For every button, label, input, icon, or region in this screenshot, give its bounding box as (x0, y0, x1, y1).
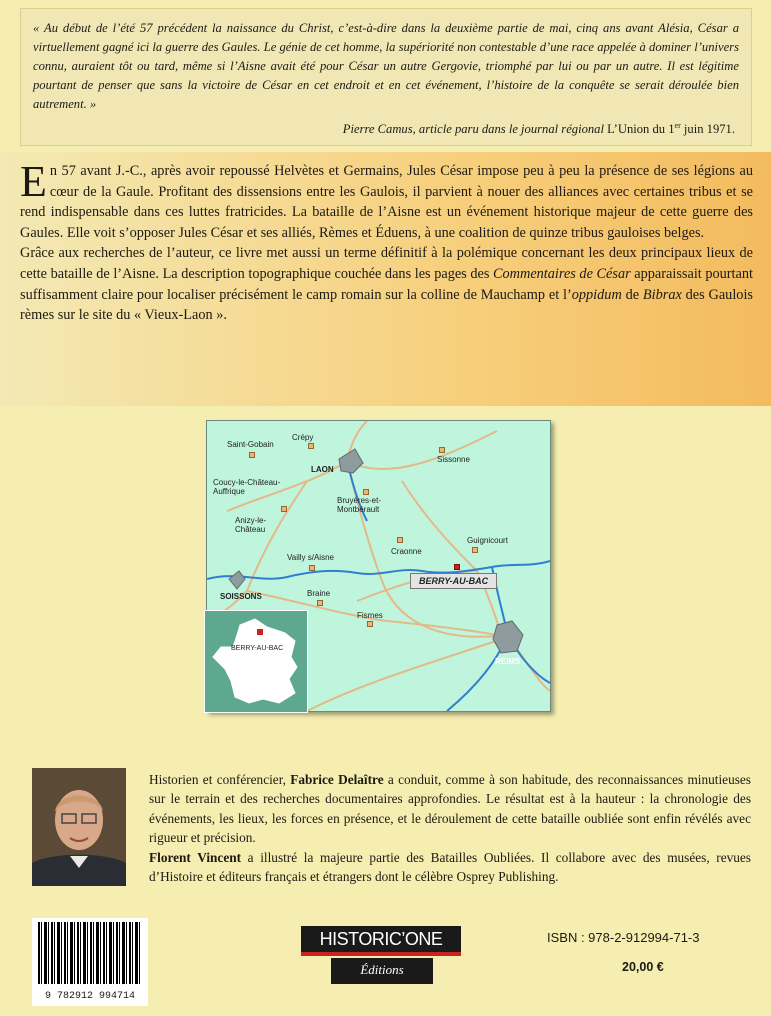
publisher-name: HISTORIC’ONE (301, 926, 461, 956)
isbn: ISBN : 978-2-912994-71-3 (547, 930, 700, 945)
place-crepy: Crépy (292, 433, 314, 442)
town-marker (397, 537, 403, 543)
town-marker (308, 443, 314, 449)
place-coucy: Coucy-le-Château-Auffrique (213, 478, 281, 496)
barcode-bars (38, 922, 142, 984)
journal-name: L’Union du 1 (607, 122, 675, 136)
place-bruyeres: Bruyères-et-Montbérault (337, 496, 382, 514)
intro-paragraph-1: En 57 avant J.-C., après avoir repoussé Helvètes et Germains, Jules César impose peu à peu la présence de ses légions au cœur de la Gaule. Profitant des dissensions entre les Gaulois, il parvient à nouer des alliances avec certaines tribus et se rend indispensable dans ces luttes fratricides. La bataille de l’Aisne est un événement historique majeur de cette guerre des Gaules. Elle voit s’opposer Jules César et ses alliés, Rèmes et Éduens, à une coalition de quinze tribus gauloises belges. (20, 157, 753, 241)
town-marker (249, 452, 255, 458)
author-photo (32, 768, 126, 886)
france-outline (205, 611, 307, 712)
intro-paragraph-2: Grâce aux recherches de l’auteur, ce livre met aussi un terme définitif à la polémique concernant les deux principaux lieux de cette bataille de l’Aisne. La description topographique couchée dans les pages des Commentaires de César apparaissait pourtant suffisamment claire pour localiser précisément le camp romain sur la colline de Mauchamp et l’oppidum de Bibrax des Gaulois rèmes sur le site du « Vieux-Laon ». (20, 245, 753, 324)
quote-box (20, 8, 752, 146)
town-marker (281, 506, 287, 512)
place-reims: REIMS (495, 657, 521, 666)
town-marker (367, 621, 373, 627)
berry-au-bac-label: BERRY-AU-BAC (410, 573, 497, 589)
place-sissonne: Sissonne (437, 455, 470, 464)
place-vailly: Vailly s/Aisne (287, 553, 334, 562)
author-bio (149, 770, 751, 886)
battle-region-map (206, 420, 551, 712)
quote-attribution: Pierre Camus, article paru dans le journal régional L’Union du 1er juin 1971. (342, 120, 735, 136)
town-marker (363, 489, 369, 495)
place-saint-gobain: Saint-Gobain (227, 440, 274, 449)
price: 20,00 € (622, 960, 664, 974)
france-inset-map (204, 610, 308, 713)
bio-paragraph-2: Florent Vincent a illustré la majeure partie des Batailles Oubliées. Il collabore avec des musées, revues d’Histoire et éditeurs français et étrangers dont le célèbre Osprey Publishing. (149, 849, 751, 885)
town-marker (317, 600, 323, 606)
town-marker (309, 565, 315, 571)
place-soissons: SOISSONS (220, 592, 262, 601)
portrait-graphic (32, 768, 126, 886)
intro-section (0, 152, 771, 406)
drop-cap: E (20, 157, 47, 206)
place-braine: Braine (307, 589, 331, 598)
place-laon: LAON (311, 465, 334, 474)
illustrator-name: Florent Vincent (149, 849, 242, 865)
place-craonne: Craonne (391, 547, 422, 556)
place-anizy: Anizy-le-Château (235, 516, 267, 534)
publisher-logo (301, 926, 461, 990)
town-marker (472, 547, 478, 553)
place-guignicourt: Guignicourt (467, 536, 508, 545)
berry-au-bac-marker (454, 564, 460, 570)
quote-text: « Au début de l’été 57 précédent la naissance du Christ, c’est-à-dire dans la deuxième partie de mai, cinq ans avant Alésia, César a virtuellement gagné ici la guerre des Gaules. Le génie de cet homme, la supériorité non contestable d’une race appelée à dominer l’univers connu, auraient tôt ou tard, même si l’Aisne avait été pour César un autre Gergovie, triomphé par lui ou par un autre. Il est légitime pourtant de penser que sans la victoire de César en cet endroit et en cet événement, l’histoire de la conquête se serait déroulée bien autrement. » (33, 21, 739, 111)
bio-paragraph-1: Historien et conférencier, Fabrice Delaître a conduit, comme à son habitude, des reconnaissances minutieuses sur le terrain et des recherches documentaires approfondies. Le résultat est à la hauteur : la chronologie des événements, les lieux, les forces en présence, et le déroulement de cette bataille oubliée sont enfin révélés avec rigueur et précision. (149, 772, 751, 846)
inset-label: BERRY-AU-BAC (231, 645, 284, 652)
town-marker (439, 447, 445, 453)
publisher-sub: Éditions (331, 958, 433, 984)
barcode (32, 918, 148, 1006)
place-fismes: Fismes (357, 611, 383, 620)
berry-au-bac-inset-marker (257, 629, 263, 635)
barcode-number: 9 782912 994714 (44, 991, 135, 1002)
author-name: Fabrice Delaître (290, 772, 384, 787)
